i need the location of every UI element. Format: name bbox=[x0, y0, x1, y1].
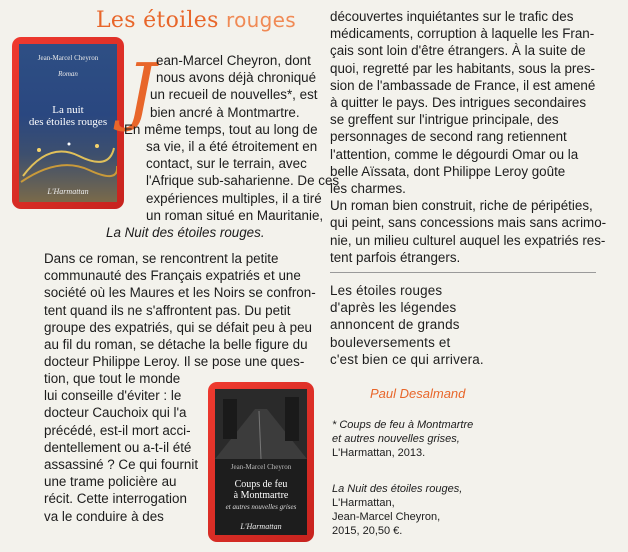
book2-publisher: L'Harmattan bbox=[240, 522, 282, 531]
text-line: bouleversements et bbox=[330, 334, 451, 350]
book-cover-nuit-etoiles-rouges bbox=[12, 37, 124, 209]
book-cover-coups-de-feu bbox=[208, 382, 314, 542]
footnote-line: * Coups de feu à Montmartre bbox=[332, 419, 474, 431]
text-line: société où les Maures et les Noirs se confron- bbox=[44, 285, 316, 301]
text-line: Les étoiles rouges bbox=[330, 283, 443, 298]
street-photo-illustration bbox=[215, 389, 307, 459]
text-line: se greffent sur l'intrigue principale, des bbox=[330, 112, 559, 128]
reference-line: Jean-Marcel Cheyron, bbox=[332, 511, 441, 523]
star-swirl-illustration bbox=[19, 136, 117, 186]
book2-title-line2: à Montmartre bbox=[233, 490, 289, 501]
text-line: nous avons déjà chroniqué bbox=[156, 70, 317, 86]
text-line: ean-Marcel Cheyron, dont bbox=[156, 53, 311, 68]
text-line: un recueil de nouvelles*, est bbox=[150, 87, 318, 103]
column2-closing bbox=[330, 282, 500, 368]
column1-bottom bbox=[44, 370, 204, 525]
text-line: belle Aïssata, dont Philippe Leroy goûte bbox=[330, 163, 566, 179]
text-line: communauté des Français expatriés et une bbox=[44, 268, 301, 284]
text-line: bien ancré à Montmartre. bbox=[150, 104, 300, 120]
text-line: Dans ce roman, se rencontrent la petite bbox=[44, 251, 279, 266]
book1-title-line1: La nuit bbox=[52, 104, 84, 116]
book1-title-line2: des étoiles rouges bbox=[28, 116, 108, 128]
column1-middle bbox=[44, 250, 316, 370]
article-title-accent: rouges bbox=[226, 8, 296, 32]
book2-subtitle: et autres nouvelles grises bbox=[225, 503, 297, 511]
author-signature: Paul Desalmand bbox=[370, 386, 466, 401]
column1-intro bbox=[106, 52, 340, 241]
text-line: çais sont loin d'être étrangers. À la suite de bbox=[330, 43, 586, 59]
reference-line: L'Harmattan, bbox=[332, 497, 395, 509]
text-line: l'attention, comme le dégourdi Omar ou la bbox=[330, 146, 579, 162]
text-line: précédé, est-il mort acci- bbox=[44, 422, 191, 438]
text-line: expériences multiples, il a tiré bbox=[146, 190, 322, 206]
article-title-main: Les étoiles bbox=[96, 8, 219, 33]
book1-publisher: L'Harmattan bbox=[47, 187, 89, 196]
text-line: dentellement ou a-t-il été bbox=[44, 439, 192, 455]
text-line: docteur Cauchoix qui l'a bbox=[44, 405, 187, 421]
text-line: docteur Philippe Leroy. Il se pose une ques- bbox=[44, 354, 305, 370]
text-line: tent quand ils ne s'affrontent pas. Du petit bbox=[44, 302, 291, 318]
book1-genre: Roman bbox=[58, 70, 78, 78]
text-line: personnages de second rang retiennent bbox=[330, 129, 567, 145]
text-line: d'après les légendes bbox=[330, 300, 457, 316]
text-line: au fil du roman, se détache la belle figure du bbox=[44, 337, 308, 353]
text-line: va le conduire à des bbox=[44, 508, 164, 524]
divider-line bbox=[330, 272, 596, 273]
text-line: médicaments, corruption à laquelle les Fran- bbox=[330, 26, 595, 42]
article-title bbox=[96, 8, 296, 33]
book1-author: Jean-Marcel Cheyron bbox=[37, 54, 99, 62]
footnote-line: et autres nouvelles grises, bbox=[332, 433, 460, 445]
text-line: nie, un milieu culturel auquel les expatriés res- bbox=[330, 232, 606, 248]
text-line: à quitter le pays. Des intrigues secondaires bbox=[330, 95, 587, 111]
column2-text bbox=[330, 8, 607, 266]
text-line: contact, sur le terrain, avec bbox=[146, 156, 307, 172]
text-line: groupe des expatriés, qui se défait peu à peu bbox=[44, 319, 313, 335]
text-line: annoncent de grands bbox=[330, 317, 460, 333]
text-line: sion de l'ambassade de France, il est amené bbox=[330, 77, 596, 93]
text-line: l'Afrique sub-saharienne. De ces bbox=[146, 173, 340, 189]
text-line: un roman situé en Mauritanie, bbox=[146, 207, 324, 223]
reference-line: 2015, 20,50 €. bbox=[332, 525, 403, 537]
drop-cap: J bbox=[126, 48, 156, 134]
text-line: En même temps, tout au long de bbox=[124, 121, 318, 137]
book-reference bbox=[332, 482, 462, 538]
text-line: sa vie, il a été étroitement en bbox=[146, 139, 318, 155]
text-line: c'est bien ce qui arrivera. bbox=[330, 351, 484, 367]
text-line: qui peint, sans concessions mais sans acrimo- bbox=[330, 215, 607, 231]
text-line: une trame policière au bbox=[44, 474, 177, 490]
book2-title-line1: Coups de feu bbox=[234, 479, 288, 490]
text-line: tent parfois étrangers. bbox=[330, 249, 461, 265]
text-line: découvertes inquiétantes sur le trafic des bbox=[330, 9, 574, 24]
text-line: Un roman bien construit, riche de péripéties, bbox=[330, 198, 593, 214]
text-line: récit. Cette interrogation bbox=[44, 491, 187, 507]
text-line: assassiné ? Ce qui fournit bbox=[44, 457, 199, 473]
text-line: les charmes. bbox=[330, 181, 406, 197]
text-line: quoi, regretté par les habitants, sous la pres- bbox=[330, 60, 595, 76]
footnote-line: L'Harmattan, 2013. bbox=[332, 447, 426, 459]
book-title-italic: La Nuit des étoiles rouges. bbox=[106, 225, 265, 241]
book2-author: Jean-Marcel Cheyron bbox=[230, 463, 292, 471]
footnote bbox=[332, 418, 473, 460]
reference-line: La Nuit des étoiles rouges, bbox=[332, 483, 463, 495]
text-line: tion, que tout le monde bbox=[44, 371, 181, 386]
text-line: lui conseille d'éviter : le bbox=[44, 388, 182, 404]
